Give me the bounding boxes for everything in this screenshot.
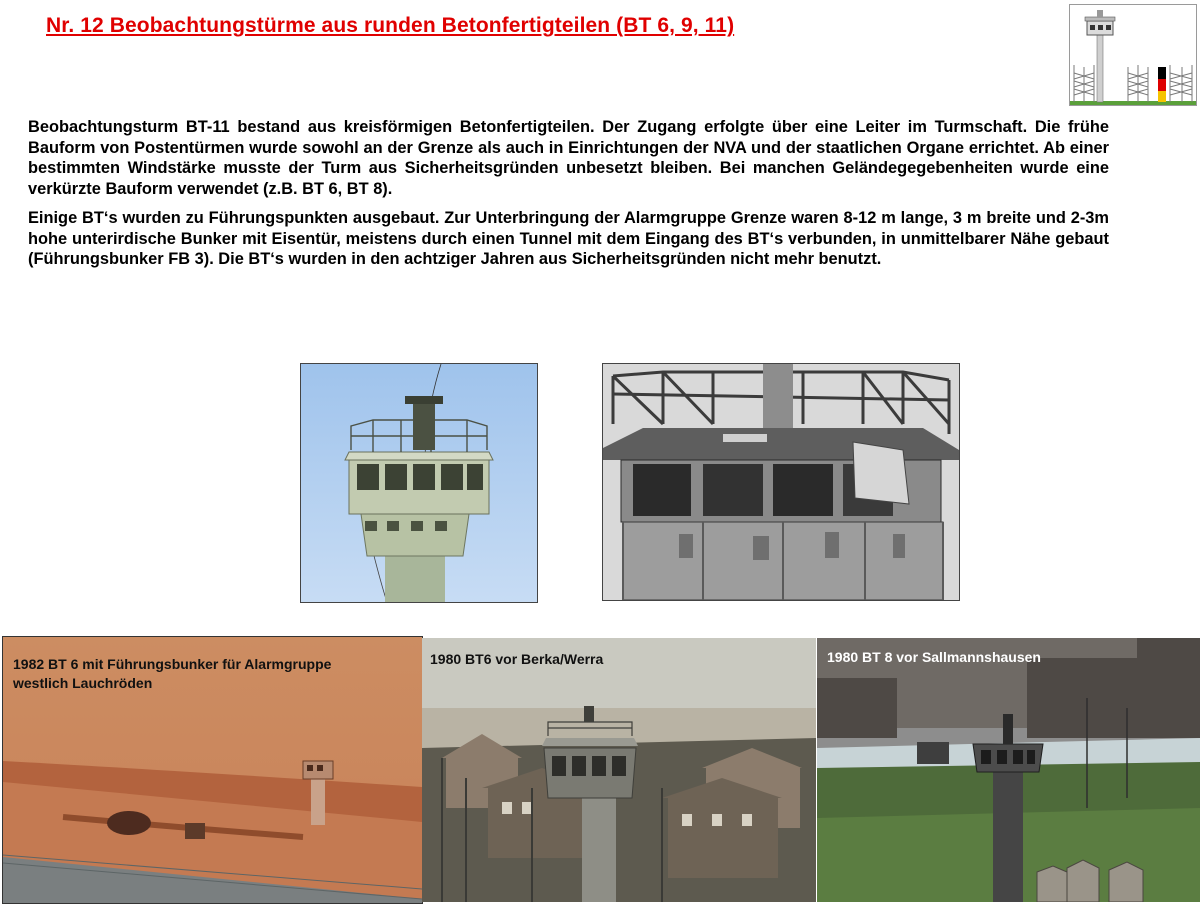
photo-bt8-sallmannshausen bbox=[817, 638, 1200, 902]
caption-bottom-left-line2: westlich Lauchröden bbox=[13, 675, 153, 691]
photo-bt6-with-bunker bbox=[2, 636, 423, 904]
photo-tower-closeup-bw bbox=[602, 363, 960, 601]
body-text bbox=[28, 117, 1109, 279]
caption-bottom-center: 1980 BT6 vor Berka/Werra bbox=[430, 651, 604, 667]
paragraph-1: Beobachtungsturm BT-11 bestand aus kreisförmigen Betonfertigteilen. Der Zugang erfolgte über eine Leiter im Turmschaft. Die frühe Bauform von Postentürmen wurde sowohl an der Grenze als auch in Einrichtungen der NVA und der staatlichen Organe errichtet. Ab einer bestimmten Windstärke musste der Turm aus Sicherheitsgründen unbesetzt bleiben. Bei manchen Geländegegebenheiten wurde eine verkürzte Bauform verwendet (z.B. BT 6, BT 8). bbox=[28, 118, 1109, 198]
watchtower-logo-icon bbox=[1069, 4, 1197, 106]
photo-tower-blue-sky bbox=[300, 363, 538, 603]
caption-bottom-right: 1980 BT 8 vor Sallmannshausen bbox=[827, 649, 1041, 665]
caption-bottom-left-line1: 1982 BT 6 mit Führungsbunker für Alarmgruppe bbox=[13, 656, 332, 672]
page-title: Nr. 12 Beobachtungstürme aus runden Betonfertigteilen (BT 6, 9, 11) bbox=[46, 14, 735, 37]
paragraph-2: Einige BT‘s wurden zu Führungspunkten ausgebaut. Zur Unterbringung der Alarmgruppe Grenze waren 8-12 m lange, 3 m breite und 2-3m hohe unterirdische Bunker mit Eisentür, meistens durch einen Tunnel mit dem Eingang des BT‘s verbunden, in unmittelbarer Nähe gebaut (Führungsbunker FB 3). Die BT‘s wurden in den achtziger Jahren aus Sicherheitsgründen nicht mehr benutzt. bbox=[28, 209, 1109, 268]
photo-bt6-berka-werra bbox=[422, 638, 816, 902]
